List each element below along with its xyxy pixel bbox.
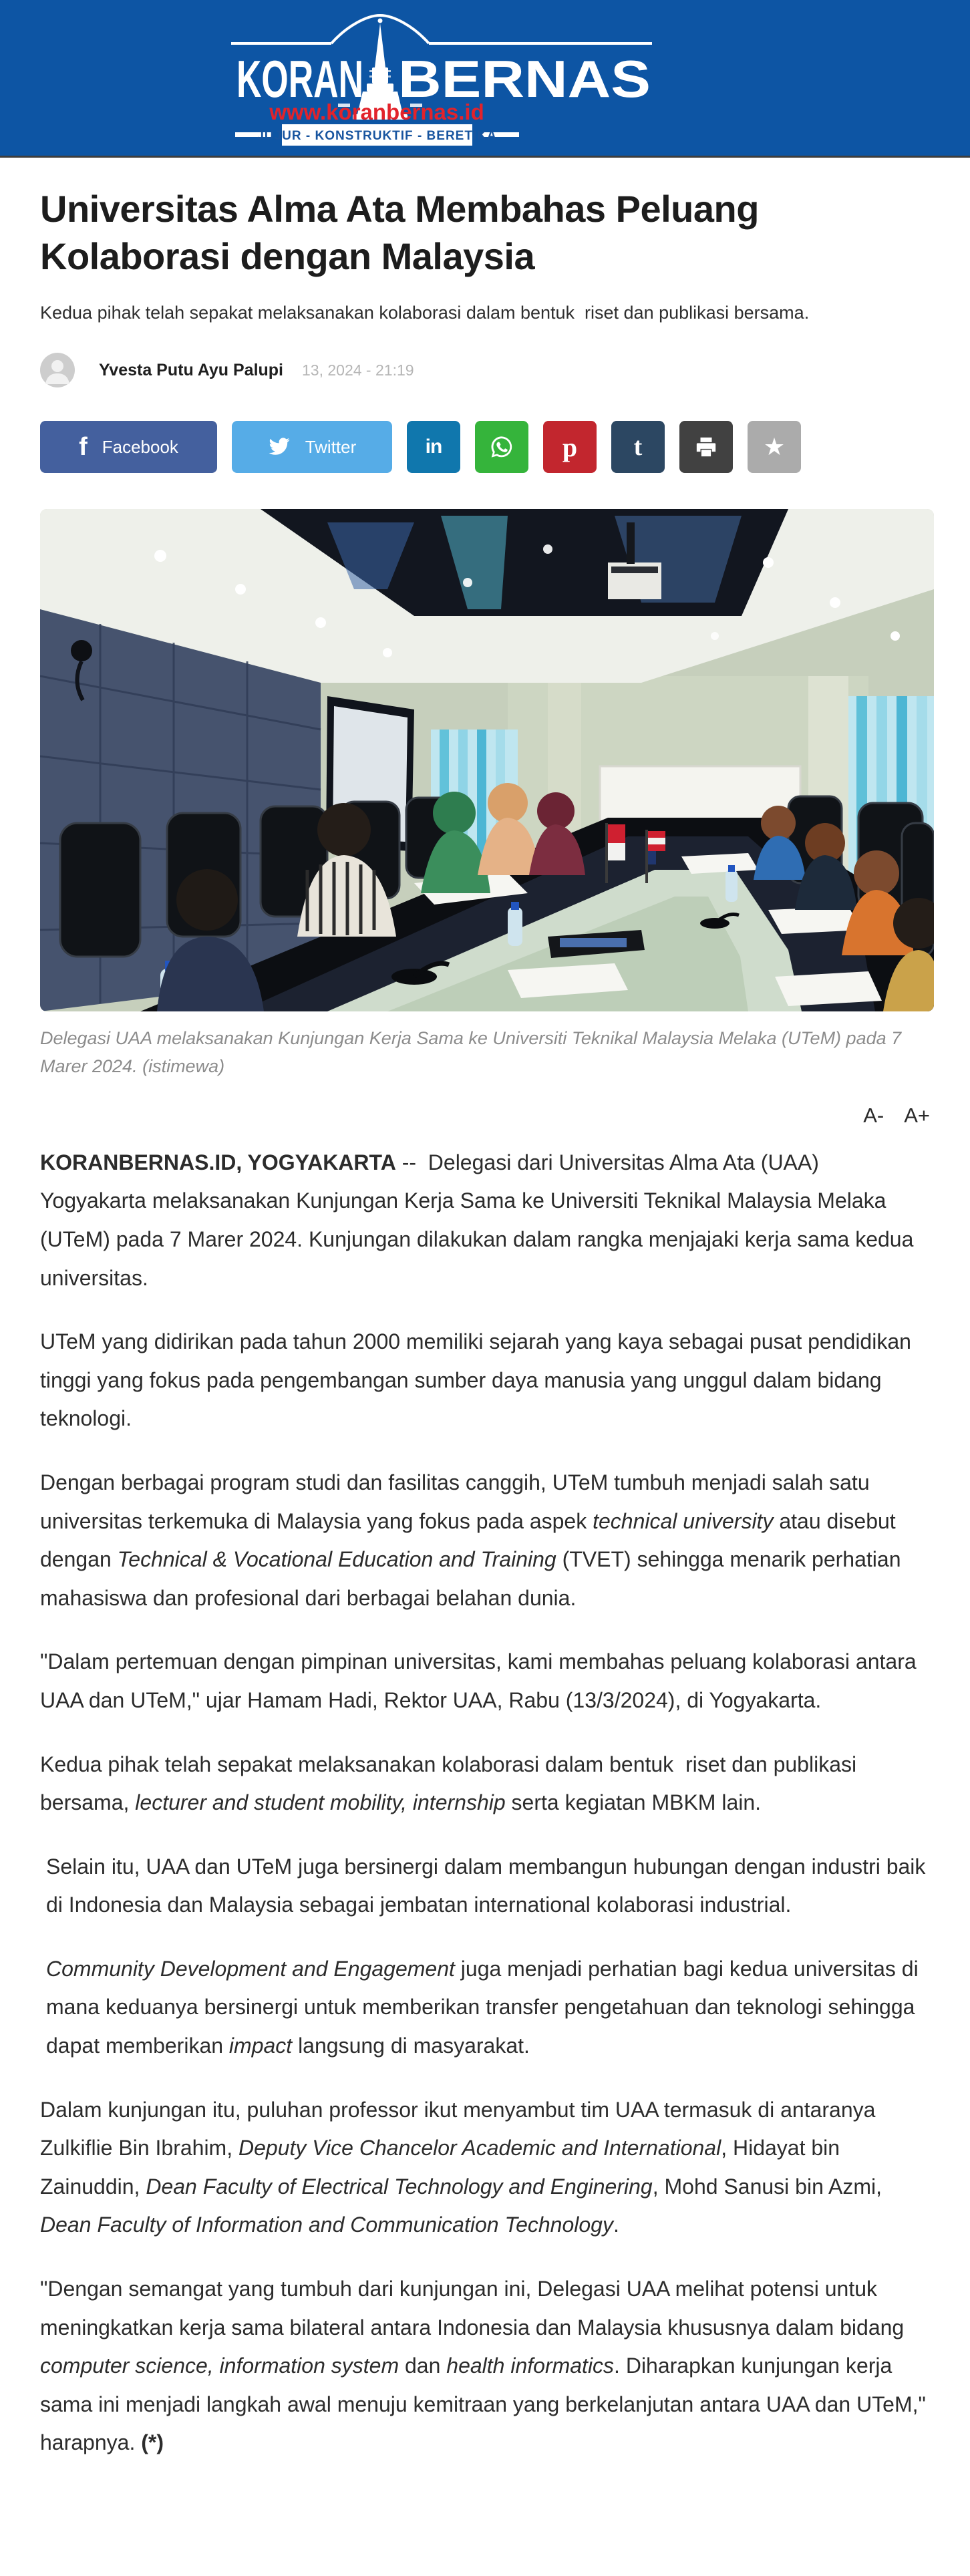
share-facebook-button[interactable] xyxy=(40,421,217,473)
share-whatsapp-button[interactable] xyxy=(475,421,528,473)
article-page xyxy=(0,186,970,2520)
site-header xyxy=(0,0,970,158)
photo-caption: Delegasi UAA melaksanakan Kunjungan Kerja Sama ke Universiti Teknikal Malaysia Melaka (UTeM) pada 7 Marer 2024. (istimewa) xyxy=(40,1028,907,1076)
share-print-button[interactable] xyxy=(679,421,733,473)
linkedin-icon: in xyxy=(425,436,442,458)
logo-word-right: BERNAS xyxy=(398,49,651,108)
share-facebook-label: Facebook xyxy=(102,436,178,457)
author-avatar xyxy=(40,353,75,387)
article-photo xyxy=(40,509,930,1011)
logo-word-left: KORAN xyxy=(236,49,363,108)
whatsapp-icon xyxy=(490,435,514,459)
share-tumblr-button[interactable] xyxy=(611,421,665,473)
article-paragraph: Selain itu, UAA dan UTeM juga bersinergi dalam membangun hubungan dengan industri baik di Indonesia dan Malaysia sebagai jembatan international kolaborasi industrial. xyxy=(46,1854,932,1917)
article-title: Universitas Alma Ata Membahas Peluang Kolaborasi dengan Malaysia xyxy=(40,188,759,277)
font-increase-button[interactable]: A+ xyxy=(904,1103,930,1127)
share-twitter-button[interactable] xyxy=(232,421,392,473)
twitter-icon xyxy=(268,438,291,456)
author-row xyxy=(40,353,930,387)
meeting-room-photo xyxy=(40,509,934,1011)
article-paragraph: "Dalam pertemuan dengan pimpinan universitas, kami membahas peluang kolaborasi antara UAA dan UTeM," ujar Hamam Hadi, Rektor UAA, Rabu (13/3/2024), di Yogyakarta. xyxy=(40,1649,923,1712)
pinterest-icon: p xyxy=(562,432,578,462)
article-paragraph: UTeM yang didirikan pada tahun 2000 memiliki sejarah yang kaya sebagai pusat pendidikan tinggi yang fokus pada pengembangan sumber daya manusia yang unggul dalam bidang teknologi. xyxy=(40,1329,917,1431)
publish-date: 13, 2024 - 21:19 xyxy=(302,361,414,379)
share-twitter-label: Twitter xyxy=(305,436,357,457)
share-star-button[interactable] xyxy=(748,421,801,473)
article-paragraph: KORANBERNAS.ID, YOGYAKARTA -- Delegasi dari Universitas Alma Ata (UAA) Yogyakarta melaksanakan Kunjungan Kerja Sama ke Universiti Teknikal Malaysia Melaka (UTeM) pada 7 Marer 2024. Kunjungan dilakukan dalam rangka menjajaki kerja sama kedua universitas. xyxy=(40,1150,920,1290)
font-decrease-button[interactable]: A- xyxy=(863,1103,884,1127)
share-linkedin-button[interactable] xyxy=(407,421,460,473)
koranbernas-logo-graphic xyxy=(230,3,657,149)
star-icon: ★ xyxy=(763,433,786,461)
article-paragraph: "Dengan semangat yang tumbuh dari kunjungan ini, Delegasi UAA melihat potensi untuk meningkatkan kerja sama bilateral antara Indonesia dan Malaysia khususnya dalam bidang computer science, information system dan health informatics. Diharapkan kunjungan kerja sama ini menjadi langkah awal menuju kemitraan yang berkelanjutan antara UAA dan UTeM," harapnya. (*) xyxy=(40,2277,932,2455)
share-row xyxy=(40,421,930,473)
article-paragraph: Kedua pihak telah sepakat melaksanakan kolaborasi dalam bentuk riset dan publikasi bersama, lecturer and student mobility, internship serta kegiatan MBKM lain. xyxy=(40,1752,862,1815)
article-paragraph: Dalam kunjungan itu, puluhan professor ikut menyambut tim UAA termasuk di antaranya Zulkiflie Bin Ibrahim, Deputy Vice Chancelor Academic and International, Hidayat bin Zainuddin, Dean Faculty of Electrical Technology and Enginering, Mohd Sanusi bin Azmi, Dean Faculty of Information and Communication Technology. xyxy=(40,2097,888,2237)
author-name[interactable]: Yvesta Putu Ayu Palupi xyxy=(99,360,284,379)
facebook-icon: f xyxy=(79,432,88,461)
font-size-controls xyxy=(40,1104,930,1128)
article-paragraph: Dengan berbagai program studi dan fasilitas canggih, UTeM tumbuh menjadi salah satu universitas terkemuka di Malaysia yang fokus pada aspek technical university atau disebut dengan Technical & Vocational Education and Training (TVET) sehingga menarik perhatian mahasiswa dan profesional dari berbagai belahan dunia. xyxy=(40,1470,907,1610)
share-pinterest-button[interactable] xyxy=(543,421,597,473)
article-paragraph: Community Development and Engagement juga menjadi perhatian bagi kedua universitas di mana keduanya bersinergi untuk memberikan transfer pengetahuan dan teknologi sehingga dapat memberikan impact langsung di masyarakat. xyxy=(46,1956,925,2058)
tumblr-icon: t xyxy=(633,433,643,462)
article-subtitle: Kedua pihak telah sepakat melaksanakan kolaborasi dalam bentuk riset dan publikasi bersama. xyxy=(40,303,810,323)
logo-url: www.koranbernas.id xyxy=(269,100,484,124)
print-icon xyxy=(695,436,717,458)
site-logo[interactable] xyxy=(230,3,657,152)
article-body xyxy=(40,1144,930,2520)
logo-slogan: JUJUR - KONSTRUKTIF - BERETIKA xyxy=(257,129,497,143)
